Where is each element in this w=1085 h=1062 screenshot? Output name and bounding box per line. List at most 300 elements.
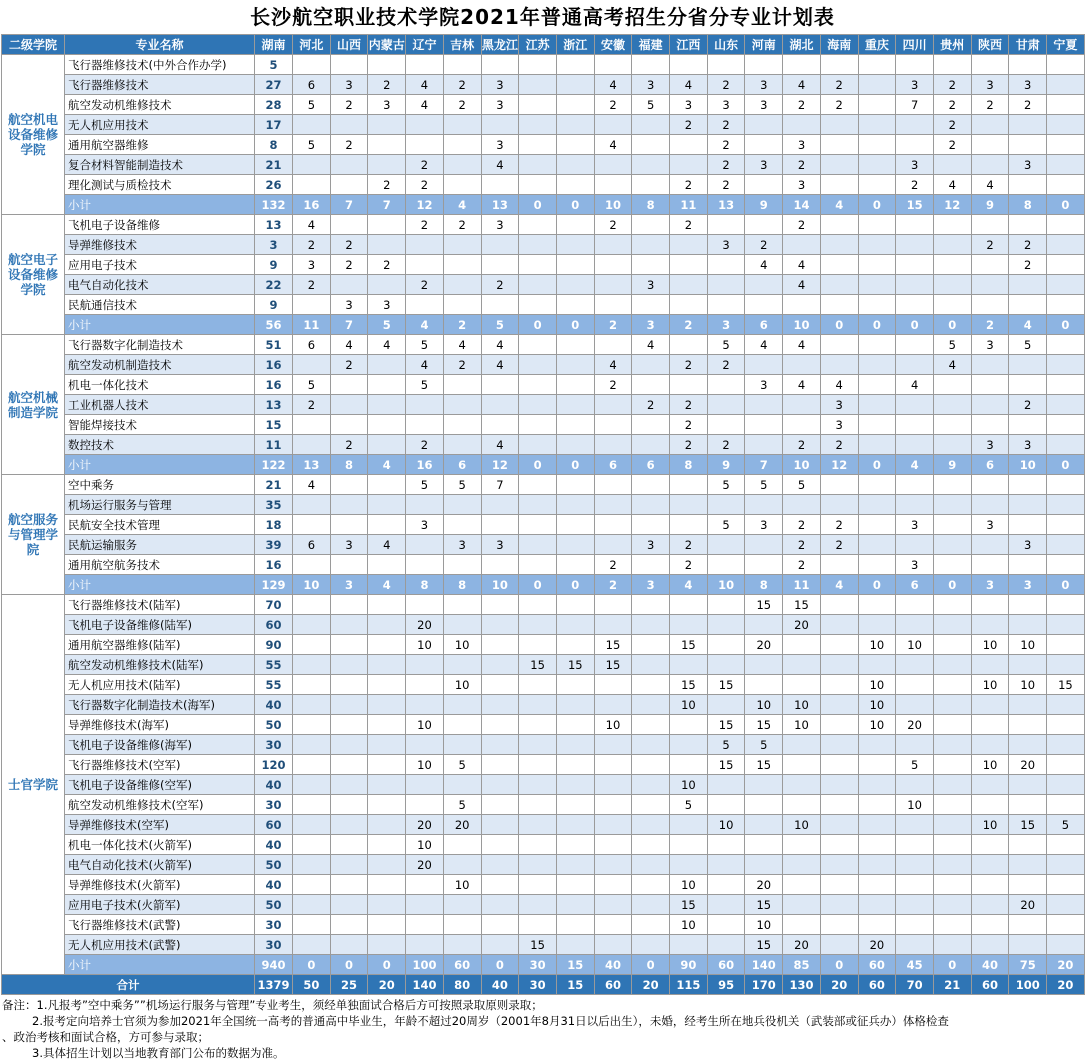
- province-count: 2: [330, 235, 368, 255]
- province-count: [1009, 875, 1047, 895]
- province-count: [556, 115, 594, 135]
- major-name: 智能焊接技术: [65, 415, 255, 435]
- province-count: 20: [406, 855, 444, 875]
- province-count: 15: [594, 655, 632, 675]
- province-count: 15: [556, 655, 594, 675]
- province-count: [971, 895, 1009, 915]
- province-count: [1047, 295, 1085, 315]
- province-count: 10: [971, 675, 1009, 695]
- hunan-count: 50: [255, 895, 293, 915]
- subtotal-count: 3: [707, 315, 745, 335]
- province-count: [971, 915, 1009, 935]
- province-count: [481, 395, 519, 415]
- province-count: 4: [406, 75, 444, 95]
- province-count: [820, 275, 858, 295]
- grand-total-count: 60: [971, 975, 1009, 995]
- province-count: 2: [670, 115, 708, 135]
- province-count: [670, 855, 708, 875]
- province-count: [368, 695, 406, 715]
- major-name: 导弹维修技术(火箭军): [65, 875, 255, 895]
- hunan-count: 22: [255, 275, 293, 295]
- province-count: [519, 815, 557, 835]
- province-count: [368, 895, 406, 915]
- province-count: [783, 775, 821, 795]
- province-count: [293, 875, 331, 895]
- province-count: [368, 675, 406, 695]
- header-province: 福建: [632, 35, 670, 55]
- province-count: [481, 755, 519, 775]
- province-count: [707, 695, 745, 715]
- province-count: [556, 135, 594, 155]
- province-count: [443, 155, 481, 175]
- table-row: [2, 695, 1085, 715]
- province-count: [670, 735, 708, 755]
- province-count: [896, 115, 934, 135]
- province-count: [481, 515, 519, 535]
- hunan-count: 55: [255, 655, 293, 675]
- province-count: [933, 535, 971, 555]
- province-count: [594, 815, 632, 835]
- province-count: 2: [707, 135, 745, 155]
- province-count: [293, 815, 331, 835]
- province-count: [406, 775, 444, 795]
- province-count: [933, 935, 971, 955]
- province-count: [594, 755, 632, 775]
- province-count: [896, 835, 934, 855]
- header-province: 河南: [745, 35, 783, 55]
- province-count: 2: [670, 435, 708, 455]
- province-count: [330, 915, 368, 935]
- province-count: [443, 435, 481, 455]
- province-count: [556, 755, 594, 775]
- province-count: [330, 815, 368, 835]
- province-count: [481, 675, 519, 695]
- subtotal-count: 7: [745, 455, 783, 475]
- province-count: [1047, 595, 1085, 615]
- province-count: 2: [971, 235, 1009, 255]
- province-count: [594, 435, 632, 455]
- province-count: [707, 535, 745, 555]
- province-count: [933, 415, 971, 435]
- table-row: [2, 715, 1085, 735]
- province-count: [1009, 695, 1047, 715]
- province-count: 2: [670, 215, 708, 235]
- notes: [0, 997, 1085, 1061]
- province-count: [556, 295, 594, 315]
- province-count: 10: [670, 875, 708, 895]
- province-count: [745, 775, 783, 795]
- province-count: [820, 795, 858, 815]
- province-count: 3: [330, 535, 368, 555]
- province-count: [406, 295, 444, 315]
- province-count: [330, 935, 368, 955]
- province-count: [293, 655, 331, 675]
- subtotal-row: [2, 455, 1085, 475]
- province-count: [330, 375, 368, 395]
- province-count: [443, 915, 481, 935]
- province-count: [556, 515, 594, 535]
- province-count: [858, 615, 896, 635]
- subtotal-row: [2, 195, 1085, 215]
- subtotal-count: 5: [368, 315, 406, 335]
- hunan-count: 35: [255, 495, 293, 515]
- province-count: 2: [1009, 95, 1047, 115]
- province-count: [858, 515, 896, 535]
- college-cell: 航空电子设备维修学院: [2, 215, 65, 335]
- subtotal-count: 0: [896, 315, 934, 335]
- table-row: [2, 635, 1085, 655]
- province-count: 3: [707, 95, 745, 115]
- major-name: 飞行器维修技术(武警): [65, 915, 255, 935]
- province-count: [858, 115, 896, 135]
- province-count: [632, 475, 670, 495]
- province-count: [1009, 715, 1047, 735]
- province-count: [707, 295, 745, 315]
- province-count: 15: [707, 675, 745, 695]
- province-count: [519, 415, 557, 435]
- province-count: [330, 275, 368, 295]
- province-count: [971, 155, 1009, 175]
- subtotal-count: 40: [971, 955, 1009, 975]
- province-count: 2: [443, 95, 481, 115]
- table-row: [2, 135, 1085, 155]
- subtotal-count: 9: [745, 195, 783, 215]
- province-count: 5: [293, 135, 331, 155]
- province-count: [1009, 175, 1047, 195]
- province-count: 20: [896, 715, 934, 735]
- header-province: 河北: [293, 35, 331, 55]
- province-count: [519, 795, 557, 815]
- province-count: 20: [783, 935, 821, 955]
- province-count: 2: [707, 155, 745, 175]
- province-count: [933, 435, 971, 455]
- province-count: 2: [707, 115, 745, 135]
- province-count: 4: [745, 255, 783, 275]
- province-count: [1047, 135, 1085, 155]
- province-count: [594, 255, 632, 275]
- province-count: [594, 835, 632, 855]
- province-count: [896, 535, 934, 555]
- province-count: [933, 595, 971, 615]
- province-count: [293, 175, 331, 195]
- province-count: [556, 235, 594, 255]
- province-count: [1047, 335, 1085, 355]
- subtotal-count: 2: [443, 315, 481, 335]
- province-count: [330, 175, 368, 195]
- major-name: 机电一体化技术: [65, 375, 255, 395]
- province-count: [519, 615, 557, 635]
- table-row: [2, 355, 1085, 375]
- province-count: [556, 675, 594, 695]
- province-count: 5: [670, 795, 708, 815]
- province-count: [858, 395, 896, 415]
- province-count: 2: [594, 555, 632, 575]
- province-count: [1047, 535, 1085, 555]
- subtotal-count: 6: [745, 315, 783, 335]
- province-count: [783, 355, 821, 375]
- hunan-count: 15: [255, 415, 293, 435]
- province-count: [971, 535, 1009, 555]
- table-row: [2, 595, 1085, 615]
- province-count: [443, 935, 481, 955]
- province-count: [670, 815, 708, 835]
- table-row: [2, 755, 1085, 775]
- province-count: [632, 715, 670, 735]
- province-count: 4: [406, 95, 444, 115]
- province-count: 3: [481, 135, 519, 155]
- province-count: [1047, 255, 1085, 275]
- subtotal-count: 11: [783, 575, 821, 595]
- province-count: [368, 375, 406, 395]
- province-count: 15: [519, 655, 557, 675]
- province-count: [858, 495, 896, 515]
- province-count: [820, 695, 858, 715]
- province-count: [971, 475, 1009, 495]
- province-count: [293, 755, 331, 775]
- province-count: [556, 215, 594, 235]
- province-count: [632, 595, 670, 615]
- subtotal-count: 60: [858, 955, 896, 975]
- province-count: [632, 415, 670, 435]
- province-count: [293, 735, 331, 755]
- province-count: [519, 835, 557, 855]
- province-count: [745, 415, 783, 435]
- table-row: [2, 215, 1085, 235]
- province-count: 10: [707, 815, 745, 835]
- province-count: [896, 695, 934, 715]
- major-name: 导弹维修技术(海军): [65, 715, 255, 735]
- province-count: [971, 395, 1009, 415]
- province-count: [707, 595, 745, 615]
- province-count: [368, 795, 406, 815]
- province-count: [670, 935, 708, 955]
- province-count: 2: [1009, 395, 1047, 415]
- subtotal-label: 小计: [65, 195, 255, 215]
- province-count: 10: [858, 675, 896, 695]
- province-count: [745, 355, 783, 375]
- province-count: [519, 55, 557, 75]
- province-count: [820, 835, 858, 855]
- province-count: [406, 695, 444, 715]
- header-province: 山东: [707, 35, 745, 55]
- province-count: [1009, 935, 1047, 955]
- province-count: [896, 215, 934, 235]
- province-count: [858, 435, 896, 455]
- province-count: [1009, 275, 1047, 295]
- grand-total-count: 80: [443, 975, 481, 995]
- province-count: [971, 555, 1009, 575]
- province-count: 5: [707, 515, 745, 535]
- province-count: [632, 615, 670, 635]
- province-count: [594, 475, 632, 495]
- subtotal-label: 小计: [65, 315, 255, 335]
- province-count: [670, 715, 708, 735]
- province-count: [293, 915, 331, 935]
- subtotal-count: 9: [971, 195, 1009, 215]
- province-count: [519, 275, 557, 295]
- province-count: [293, 595, 331, 615]
- province-count: 4: [330, 335, 368, 355]
- province-count: [443, 735, 481, 755]
- province-count: 3: [368, 95, 406, 115]
- province-count: [670, 755, 708, 775]
- province-count: 15: [745, 595, 783, 615]
- province-count: 15: [707, 755, 745, 775]
- province-count: [1009, 795, 1047, 815]
- province-count: [858, 475, 896, 495]
- hunan-count: 13: [255, 215, 293, 235]
- province-count: [896, 135, 934, 155]
- province-count: [783, 655, 821, 675]
- province-count: [368, 115, 406, 135]
- province-count: [330, 655, 368, 675]
- subtotal-count: 6: [443, 455, 481, 475]
- province-count: [594, 935, 632, 955]
- subtotal-count: 100: [406, 955, 444, 975]
- province-count: [971, 415, 1009, 435]
- province-count: [707, 635, 745, 655]
- province-count: [820, 655, 858, 675]
- province-count: [443, 115, 481, 135]
- province-count: 15: [707, 715, 745, 735]
- province-count: [632, 515, 670, 535]
- province-count: 15: [519, 935, 557, 955]
- province-count: [1009, 55, 1047, 75]
- province-count: 2: [745, 235, 783, 255]
- province-count: [858, 215, 896, 235]
- province-count: 20: [745, 635, 783, 655]
- province-count: [330, 395, 368, 415]
- province-count: [330, 155, 368, 175]
- province-count: [632, 855, 670, 875]
- province-count: [556, 395, 594, 415]
- grand-total-count: 15: [556, 975, 594, 995]
- province-count: [330, 495, 368, 515]
- province-count: [1047, 795, 1085, 815]
- province-count: [707, 775, 745, 795]
- province-count: [406, 675, 444, 695]
- province-count: 2: [896, 175, 934, 195]
- province-count: [933, 875, 971, 895]
- province-count: [632, 135, 670, 155]
- header-province: 甘肃: [1009, 35, 1047, 55]
- province-count: [556, 435, 594, 455]
- province-count: 2: [406, 275, 444, 295]
- major-name: 民航运输服务: [65, 535, 255, 555]
- province-count: 10: [670, 915, 708, 935]
- province-count: 2: [707, 175, 745, 195]
- major-name: 无人机应用技术(武警): [65, 935, 255, 955]
- subtotal-count: 0: [368, 955, 406, 975]
- subtotal-count: 0: [519, 575, 557, 595]
- hunan-count: 27: [255, 75, 293, 95]
- subtotal-count: 0: [519, 195, 557, 215]
- province-count: 10: [783, 695, 821, 715]
- province-count: 15: [594, 635, 632, 655]
- header-province: 浙江: [556, 35, 594, 55]
- grand-total-count: 140: [406, 975, 444, 995]
- subtotal-count: 4: [443, 195, 481, 215]
- province-count: [933, 755, 971, 775]
- province-count: [933, 695, 971, 715]
- province-count: [820, 915, 858, 935]
- hunan-count: 55: [255, 675, 293, 695]
- province-count: [670, 55, 708, 75]
- major-name: 通用航空器维修(陆军): [65, 635, 255, 655]
- subtotal-count: 2: [670, 315, 708, 335]
- province-count: [971, 875, 1009, 895]
- province-count: [406, 415, 444, 435]
- subtotal-count: 16: [406, 455, 444, 475]
- major-name: 电气自动化技术: [65, 275, 255, 295]
- province-count: [368, 435, 406, 455]
- header-province: 海南: [820, 35, 858, 55]
- grand-total-count: 100: [1009, 975, 1047, 995]
- major-name: 复合材料智能制造技术: [65, 155, 255, 175]
- province-count: [858, 175, 896, 195]
- subtotal-count: 60: [707, 955, 745, 975]
- province-count: [707, 875, 745, 895]
- province-count: [858, 235, 896, 255]
- province-count: [556, 875, 594, 895]
- province-count: 10: [406, 835, 444, 855]
- subtotal-label: 小计: [65, 575, 255, 595]
- hunan-count: 50: [255, 715, 293, 735]
- province-count: [707, 215, 745, 235]
- college-cell: 航空机电设备维修学院: [2, 55, 65, 215]
- table-row: [2, 295, 1085, 315]
- province-count: [481, 835, 519, 855]
- province-count: [481, 695, 519, 715]
- table-row: [2, 875, 1085, 895]
- subtotal-row: [2, 955, 1085, 975]
- province-count: [556, 795, 594, 815]
- province-count: [820, 355, 858, 375]
- province-count: [594, 895, 632, 915]
- province-count: [594, 775, 632, 795]
- province-count: [858, 295, 896, 315]
- province-count: 2: [670, 355, 708, 375]
- hunan-count: 30: [255, 795, 293, 815]
- province-count: [971, 835, 1009, 855]
- subtotal-count: 0: [933, 575, 971, 595]
- subtotal-count: 0: [858, 195, 896, 215]
- subtotal-count: 8: [443, 575, 481, 595]
- grand-total-count: 20: [368, 975, 406, 995]
- province-count: [443, 55, 481, 75]
- province-count: [820, 815, 858, 835]
- province-count: 3: [896, 515, 934, 535]
- college-cell: 士官学院: [2, 595, 65, 975]
- province-count: 4: [594, 355, 632, 375]
- province-count: [519, 595, 557, 615]
- province-count: [670, 295, 708, 315]
- province-count: [783, 495, 821, 515]
- province-count: 2: [406, 435, 444, 455]
- major-name: 飞机电子设备维修: [65, 215, 255, 235]
- province-count: [933, 675, 971, 695]
- subtotal-count: 0: [1047, 575, 1085, 595]
- major-name: 飞机电子设备维修(陆军): [65, 615, 255, 635]
- province-count: [820, 155, 858, 175]
- province-count: [594, 595, 632, 615]
- subtotal-count: 6: [896, 575, 934, 595]
- province-count: 3: [481, 535, 519, 555]
- province-count: [745, 115, 783, 135]
- province-count: [632, 655, 670, 675]
- province-count: [481, 775, 519, 795]
- subtotal-count: 0: [481, 955, 519, 975]
